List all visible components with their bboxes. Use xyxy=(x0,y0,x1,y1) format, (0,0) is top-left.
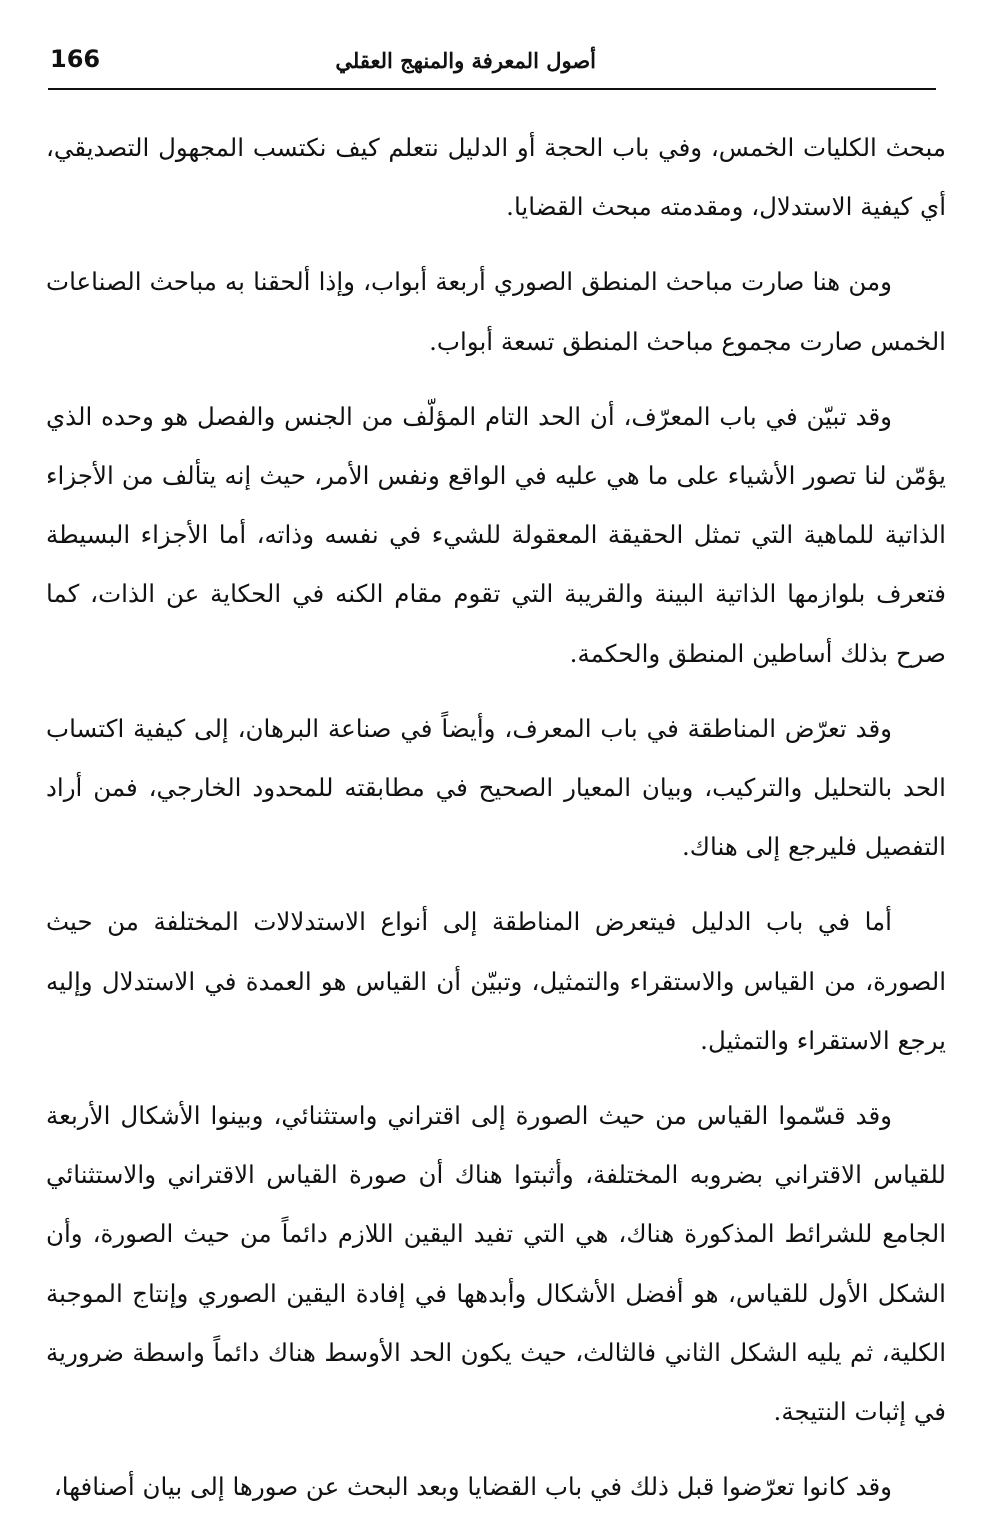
paragraph-5: أما في باب الدليل فيتعرض المناطقة إلى أنواع الاستدلالات المختلفة من حيث الصورة، من القياس والاستقراء والتمثيل، وتبيّن أن القياس هو العمدة في الاستدلال وإليه يرجع الاستقراء والتمثيل. xyxy=(46,907,946,1055)
page-header xyxy=(48,40,936,86)
paragraph-3: وقد تبيّن في باب المعرّف، أن الحد التام المؤلّف من الجنس والفصل هو وحده الذي يؤمّن لنا تصور الأشياء على ما هي عليه في الواقع ونفس الأمر، حيث إنه يتألف من الأجزاء الذاتية للماهية التي تمثل الحقيقة المعقولة للشيء في نفسه وذاته، أما الأجزاء البسيطة فتعرف بلوازمها الذاتية البينة والقريبة التي تقوم مقام الكنه في الحكاية عن الذات، كما صرح بذلك أساطين المنطق والحكمة. xyxy=(46,401,946,668)
paragraph-1: مبحث الكليات الخمس، وفي باب الحجة أو الدليل نتعلم كيف نكتسب المجهول التصديقي، أي كيفية الاستدلال، ومقدمته مبحث القضايا. xyxy=(46,133,946,222)
header-divider xyxy=(48,88,936,90)
body-text xyxy=(46,118,946,1532)
paragraph-4: وقد تعرّض المناطقة في باب المعرف، وأيضاً في صناعة البرهان، إلى كيفية اكتساب الحد بالتحليل والتركيب، وبيان المعيار الصحيح في مطابقته للمحدود الخارجي، فمن أراد التفصيل فليرجع إلى هناك. xyxy=(46,713,946,862)
paragraph-6: وقد قسّموا القياس من حيث الصورة إلى اقتراني واستثنائي، وبينوا الأشكال الأربعة للقياس الاقتراني بضروبه المختلفة، وأثبتوا هناك أن صورة القياس الاقتراني والاستثنائي الجامع للشرائط المذكورة هناك، هي التي تفيد اليقين اللازم دائماً من حيث الصورة، وأن الشكل الأول للقياس، هو أفضل الأشكال وأبدهها في إفادة اليقين الصوري وإنتاج الموجبة الكلية، ثم يليه الشكل الثاني فالثالث، حيث يكون الحد الأوسط هناك دائماً واسطة ضرورية في إثبات النتيجة. xyxy=(46,1101,946,1427)
paragraph-7: وقد كانوا تعرّضوا قبل ذلك في باب القضايا وبعد البحث عن صورها إلى بيان أصنافها، xyxy=(53,1472,892,1502)
paragraph-2: ومن هنا صارت مباحث المنطق الصوري أربعة أبواب، وإذا ألحقنا به مباحث الصناعات الخمس صارت مجموع مباحث المنطق تسعة أبواب. xyxy=(46,267,946,356)
running-title: أصول المعرفة والمنهج العقلي xyxy=(335,48,596,73)
page-number: 166 xyxy=(50,45,101,73)
